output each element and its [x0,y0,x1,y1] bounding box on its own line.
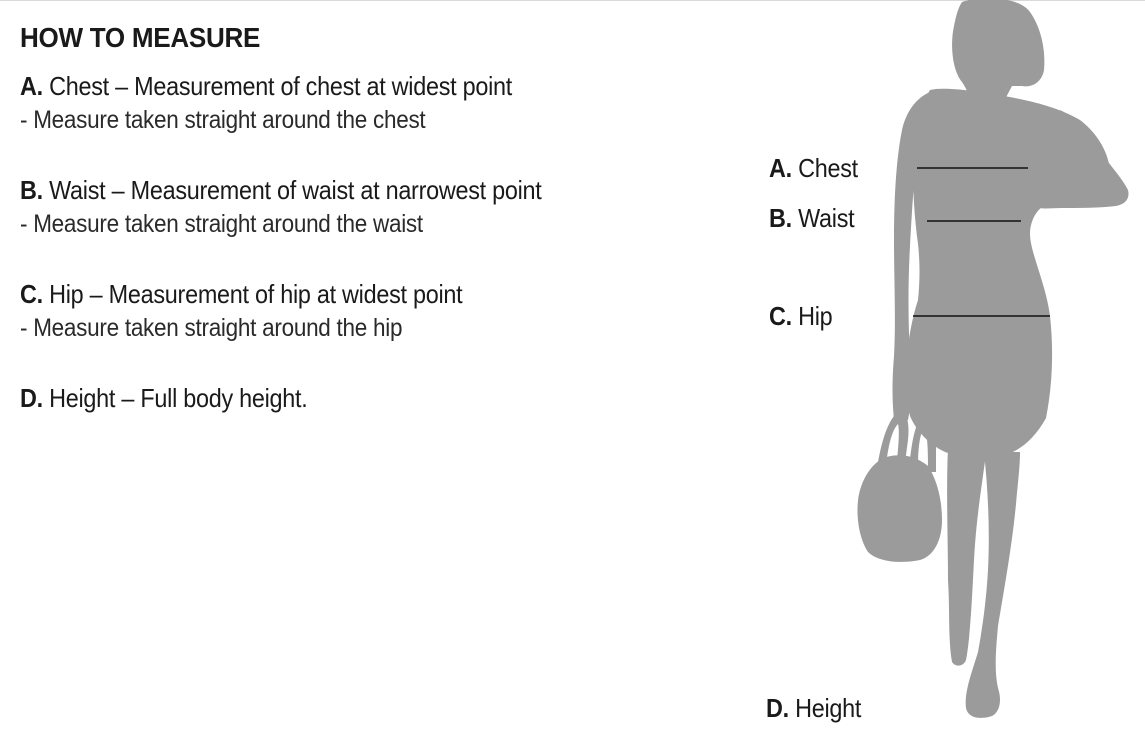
measure-description: Measurement of chest at widest point [134,71,513,101]
label-letter: D. [766,693,789,723]
woman-silhouette [857,0,1128,718]
label-letter: A. [769,153,792,183]
label-letter: C. [769,301,792,331]
label-name: Height [795,693,862,723]
dash: – [115,71,128,101]
figure-label-waist [769,203,854,233]
label-name: Chest [798,153,858,183]
dash: – [111,175,125,205]
measure-letter: D. [20,383,43,413]
measure-description: Full body height. [140,383,308,413]
figure-label-chest [769,153,858,183]
measure-name: Chest [49,71,109,101]
measure-instruction: - Measure taken straight around the chest [20,106,426,134]
measure-letter: A. [20,71,43,101]
measure-name: Height [49,383,116,413]
figure-label-height [766,693,861,723]
label-letter: B. [769,203,792,233]
dash: – [121,383,135,413]
measure-name: Waist [49,175,106,205]
measure-instruction: - Measure taken straight around the waist [20,210,423,238]
label-name: Hip [798,301,833,331]
measure-letter: C. [20,279,43,309]
page-title: HOW TO MEASURE [20,22,261,53]
label-name: Waist [798,203,855,233]
measure-instruction: - Measure taken straight around the hip [20,314,403,342]
measure-description: Measurement of waist at narrowest point [130,175,542,205]
measure-letter: B. [20,175,43,205]
measure-name: Hip [49,279,84,309]
dash: – [89,279,103,309]
measure-description: Measurement of hip at widest point [108,279,463,309]
figure-label-hip [769,301,832,331]
